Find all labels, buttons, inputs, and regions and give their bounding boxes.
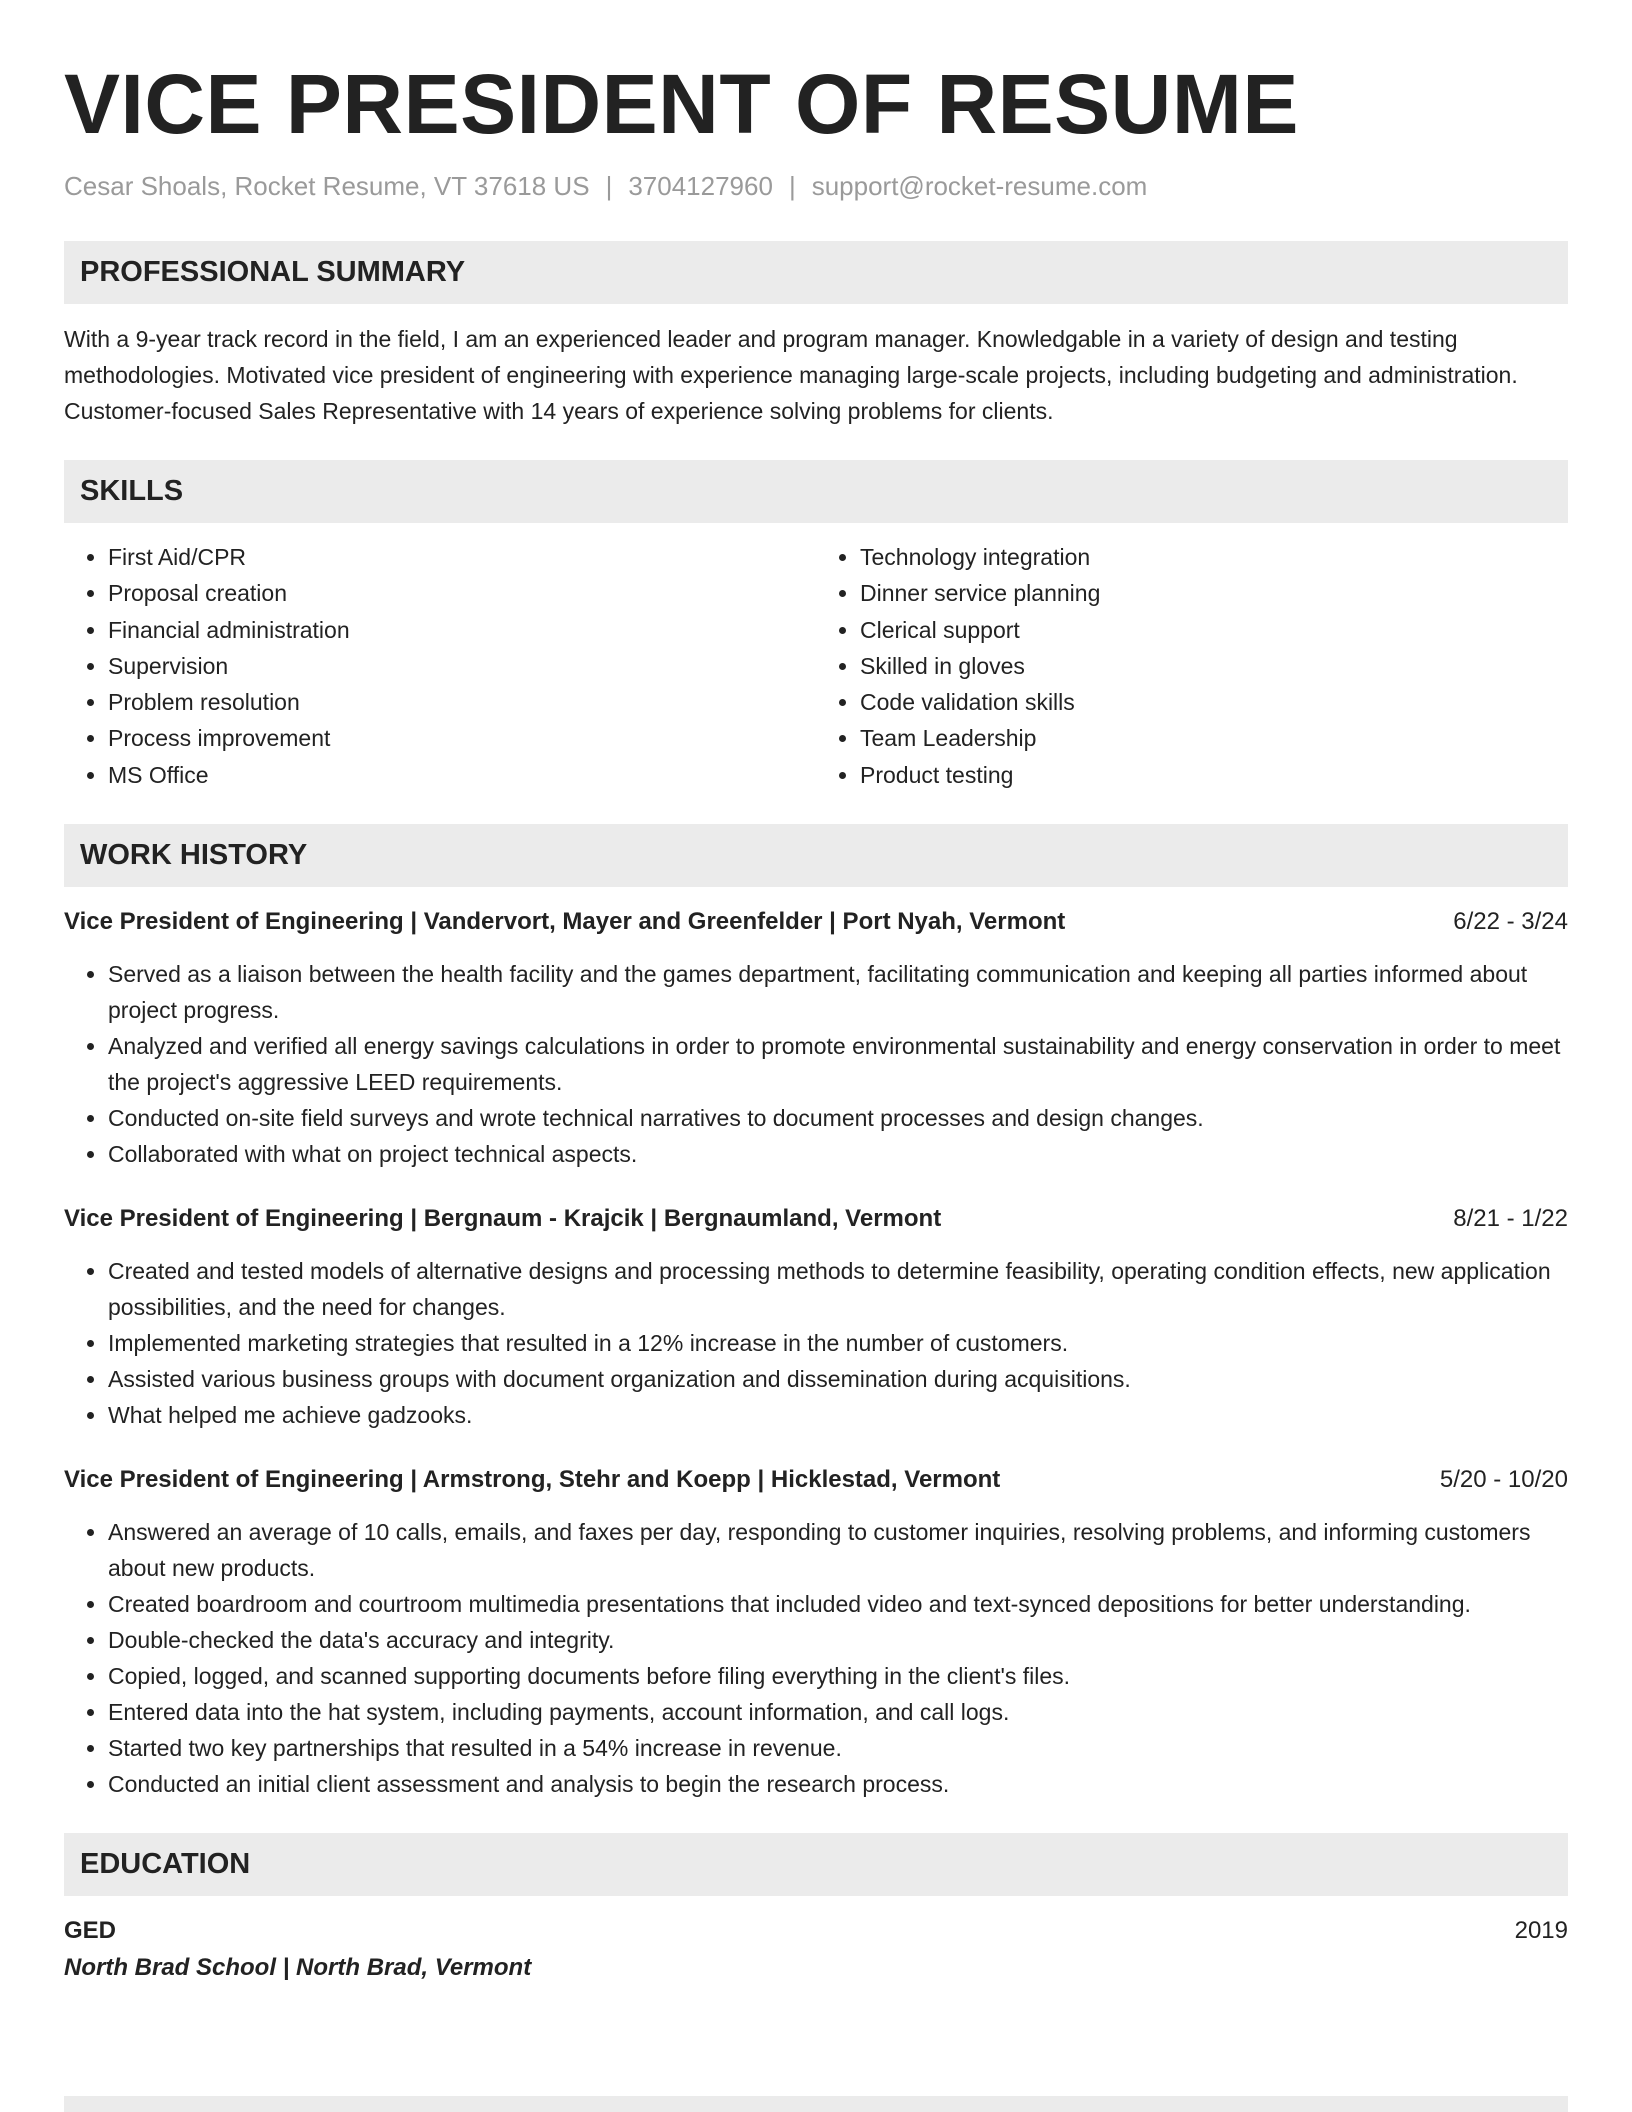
job-heading-row [64, 905, 1568, 939]
job-bullet: • What helped me achieve gadzooks. [108, 1397, 1568, 1433]
job-bullet: • Conducted an initial client assessment and analysis to begin the research process. [108, 1766, 1568, 1802]
job-title: Vice President of Engineering | Vandervort, Mayer and Greenfelder | Port Nyah, Vermont [64, 908, 1066, 936]
job-heading-row [64, 1463, 1568, 1497]
job-entry [64, 1463, 1568, 1802]
resume-title: VICE PRESIDENT OF RESUME [64, 57, 1299, 151]
skill-item: • Proposal creation [108, 575, 816, 611]
job-bullet: • Assisted various business groups with document organization and dissemination during acquisitions. [108, 1361, 1568, 1397]
skill-item: • Technology integration [860, 539, 1568, 575]
professional-summary-header: PROFESSIONAL SUMMARY [64, 241, 1568, 304]
job-bullet: • Entered data into the hat system, including payments, account information, and call logs. [108, 1694, 1568, 1730]
education-school: North Brad School | North Brad, Vermont [64, 1954, 532, 1982]
skills-column-right [816, 539, 1568, 793]
skill-item: • Problem resolution [108, 684, 816, 720]
next-section-header-edge [64, 2096, 1568, 2112]
skill-item: • Skilled in gloves [860, 648, 1568, 684]
skills-header: SKILLS [64, 460, 1568, 523]
contact-email: support@rocket-resume.com [811, 171, 1148, 201]
job-bullet: • Copied, logged, and scanned supporting documents before filing everything in the client's files. [108, 1658, 1568, 1694]
skill-item: • MS Office [108, 757, 816, 793]
education-year: 2019 [1514, 1917, 1568, 1945]
job-bullet: • Conducted on-site field surveys and wrote technical narratives to document processes and design changes. [108, 1100, 1568, 1136]
job-title: Vice President of Engineering | Armstrong, Stehr and Koepp | Hicklestad, Vermont [64, 1466, 1001, 1494]
skill-item: • Financial administration [108, 612, 816, 648]
education-degree: GED [64, 1917, 117, 1945]
skill-item: • Clerical support [860, 612, 1568, 648]
job-bullet: • Started two key partnerships that resulted in a 54% increase in revenue. [108, 1730, 1568, 1766]
skill-item: • Team Leadership [860, 720, 1568, 756]
job-entry [64, 905, 1568, 1172]
job-bullet: • Double-checked the data's accuracy and integrity. [108, 1622, 1568, 1658]
job-heading-row [64, 1202, 1568, 1236]
job-bullet: • Answered an average of 10 calls, emails, and faxes per day, responding to customer inquiries, resolving problems, and informing customers about new products. [108, 1514, 1568, 1586]
contact-line [64, 170, 1568, 202]
job-bullet: • Created and tested models of alternative designs and processing methods to determine feasibility, operating condition effects, new application possibilities, and the need for changes. [108, 1253, 1568, 1325]
skill-item: • Supervision [108, 648, 816, 684]
skill-item: • Process improvement [108, 720, 816, 756]
education-header: EDUCATION [64, 1833, 1568, 1896]
contact-separator: | [605, 171, 613, 201]
job-dates: 6/22 - 3/24 [1453, 908, 1568, 936]
job-bullets [64, 1253, 1568, 1433]
skills-column-left [64, 539, 816, 793]
contact-address: Cesar Shoals, Rocket Resume, VT 37618 US [64, 171, 590, 201]
education-row [64, 1913, 1568, 1949]
job-bullet: • Collaborated with what on project technical aspects. [108, 1136, 1568, 1172]
job-dates: 8/21 - 1/22 [1453, 1205, 1568, 1233]
professional-summary-text: With a 9-year track record in the field, I am an experienced leader and program manager. Knowledgable in a variety of design and testing methodologies. Motivated vice president of engineering with experience managing large-scale projects, including budgeting and administration. Customer-focused Sales Representative with 14 years of experience solving problems for clients. [64, 326, 1518, 424]
job-bullets [64, 956, 1568, 1172]
job-bullet: • Created boardroom and courtroom multimedia presentations that included video and text-synced depositions for better understanding. [108, 1586, 1568, 1622]
job-dates: 5/20 - 10/20 [1439, 1466, 1568, 1494]
skill-item: • Product testing [860, 757, 1568, 793]
job-title: Vice President of Engineering | Bergnaum - Krajcik | Bergnaumland, Vermont [64, 1205, 942, 1233]
job-bullet: • Implemented marketing strategies that resulted in a 12% increase in the number of customers. [108, 1325, 1568, 1361]
job-bullet: • Analyzed and verified all energy savings calculations in order to promote environmental sustainability and energy conservation in order to meet the project's aggressive LEED requirements. [108, 1028, 1568, 1100]
skill-item: • Dinner service planning [860, 575, 1568, 611]
job-bullets [64, 1514, 1568, 1802]
work-history-header: WORK HISTORY [64, 824, 1568, 887]
contact-phone: 3704127960 [628, 171, 773, 201]
skills-list [64, 539, 1568, 793]
skill-item: • Code validation skills [860, 684, 1568, 720]
contact-separator: | [788, 171, 796, 201]
skill-item: • First Aid/CPR [108, 539, 816, 575]
job-entry [64, 1202, 1568, 1433]
job-bullet: • Served as a liaison between the health facility and the games department, facilitating communication and keeping all parties informed about project progress. [108, 956, 1568, 1028]
